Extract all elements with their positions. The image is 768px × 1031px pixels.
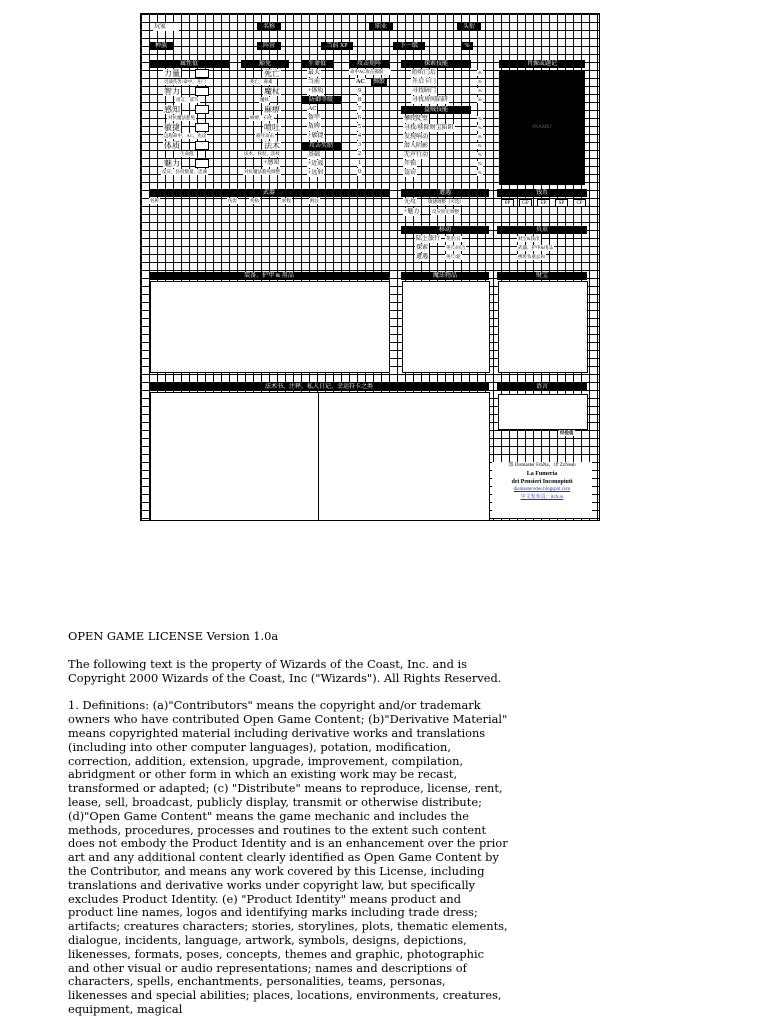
- thief-skill: 无声行动: [404, 152, 429, 158]
- attr-str-box[interactable]: [195, 69, 209, 78]
- license-definitions: 1. Definitions: (a)"Contributors" means the copyright and/or trademark owners who have contributed Open Game Content; (b)"Derivative Material" means copyrighted material including derivative works and translations (including into other computer languages), potation, modification, correction, addition, extension, upgrade, improvement, compilation, abridgment or other form in which an existing work may be recast, transformed or adapted; (c) "Distribute" means to reproduce, license, rent, lease, sell, broadcast, publicly display, transmit or otherwise distribute; (d)"Open Game Content" means the game mechanic and includes the methods, procedures, processes and routines to the extent such content does not embody the Product Identity and is an enhancement over the prior art and any additional content clearly identified as Open Game Content by the Contributor, and means any work covered by this License, including translations and derivative works under copyright law, but specifically excludes Product Identity. (e) "Product Identity" means product and product line names, logos and identifying marks including trade dress; artifacts; creatures characters; stories, storylines, plots, thematic elements, dialogue, incidents, language, artwork, symbols, designs, depictions, likenesses, formats, poses, concepts, themes and graphic, photographic and other visual or audio representations; names and descriptions of characters, spells, enchantments, personalities, teams, personas, likenesses and special abilities; places, locations, environments, creatures, equipment, magical: [68, 698, 508, 1016]
- credits-link-itch[interactable]: 中文发布页：itch.io: [520, 495, 564, 500]
- equipment-header: 装备、护甲 & 用品: [149, 272, 389, 280]
- matrix-sub: 命中AC攻击掷骰: [349, 69, 391, 75]
- languages-header: 语言: [497, 383, 587, 391]
- attack-melee: +近战: [308, 161, 324, 167]
- treasure-area[interactable]: [498, 281, 588, 373]
- matrix-ac-value: 8: [358, 97, 361, 103]
- thief-skill: 发现响动: [404, 134, 429, 140]
- matrix-header: 攻击矩阵: [349, 60, 389, 68]
- thief-skill-value: %: [478, 161, 482, 166]
- explore-skill: 聆听门后: [412, 70, 437, 76]
- save-breath: 喷吐: [264, 123, 280, 132]
- explore-skill: 寻找暗门: [412, 88, 437, 94]
- initiative-cha-note: 反应检定调整: [432, 209, 459, 214]
- coin-sp: SP: [555, 199, 568, 207]
- explore-skill-value: /6: [478, 88, 482, 93]
- alignment-label: 阵营: [257, 42, 281, 50]
- movement-item: 遭遇: [416, 254, 429, 260]
- thief-skill-value: %: [478, 143, 482, 148]
- matrix-ac-value: 3: [358, 142, 361, 148]
- matrix-ac-value: 1: [358, 160, 361, 166]
- encumbrance-header: 负重: [497, 226, 587, 234]
- thief-skill: 寻找/移除财宝陷阱: [404, 125, 454, 131]
- save-breath-note: 喷吐攻击: [256, 133, 274, 138]
- movement-unit: 英尺/回合: [446, 245, 466, 250]
- thief-skill: 攀爬陡壁: [404, 116, 429, 122]
- attr-wis-note: 对抗魔法豁免: [168, 115, 195, 120]
- thief-skill-value: %: [478, 125, 482, 130]
- equipment-area[interactable]: [150, 281, 390, 373]
- credits-line1: 图 Dismaster FraNa，译 ZzNeah: [508, 463, 576, 468]
- weapons-header: 武器: [149, 189, 389, 197]
- hp-bonus: +体质: [308, 88, 324, 94]
- attr-cha: 魅力: [164, 159, 180, 168]
- coin-gp: GP: [519, 199, 532, 207]
- name-label: 名称: [257, 23, 281, 31]
- ac-label: AC: [308, 106, 317, 112]
- matrix-ac-value: 2: [358, 151, 361, 157]
- attack-base: 基础: [308, 152, 321, 158]
- thief-skill-value: %: [478, 152, 482, 157]
- next-level-label: 下一级: [393, 42, 425, 50]
- thief-header: 盗贼技能: [401, 106, 471, 114]
- class-label: 职业: [369, 23, 393, 31]
- magic-items-area[interactable]: [402, 281, 490, 373]
- matrix-ac-value: 5: [358, 124, 361, 130]
- save-wands: 魔杖: [264, 87, 280, 96]
- save-spells-note: 法术，权杖，法杖: [244, 151, 280, 156]
- weapons-col-damage: 伤害: [228, 198, 237, 203]
- coins-row: [497, 199, 587, 207]
- attr-str-note: 近战伤害/命中，开门: [164, 79, 206, 84]
- thief-skill-value: %: [478, 170, 482, 175]
- thief-skill-value: %: [478, 116, 482, 121]
- attr-con: 体质: [164, 141, 180, 150]
- hp-header: 生命值: [301, 60, 333, 68]
- movement-item: 探索: [416, 245, 429, 251]
- matrix-ac-value: 0: [358, 169, 361, 175]
- explore-header: 探索技能: [401, 60, 471, 68]
- attr-con-box[interactable]: [195, 141, 209, 150]
- attr-int-box[interactable]: [195, 87, 209, 96]
- hp-current: 当前: [308, 79, 321, 85]
- attr-cha-box[interactable]: [195, 159, 209, 168]
- encumbrance-item: 武器、护甲&用品: [518, 245, 553, 250]
- attr-cha-note: 反应，仆役数量，忠诚: [162, 169, 207, 174]
- save-wis-bonus: +感知: [264, 160, 280, 166]
- current-xp-label: 当前 XP: [321, 42, 353, 50]
- explore-skill: 寻找房间陷阱: [412, 97, 449, 103]
- movement-header: 移动: [401, 226, 489, 234]
- initiative-cha: +魅力: [404, 209, 420, 215]
- saves-header: 豁免: [241, 60, 289, 68]
- ac-bonus: +敏捷: [308, 133, 324, 139]
- attack-header: 攻击奖励: [301, 142, 341, 150]
- attack-ranged: +远射: [308, 170, 324, 176]
- ac-shield: 盾牌: [308, 124, 321, 130]
- save-paralysis: 麻痹: [264, 105, 280, 114]
- encumbrance-item: 财宝&钱币: [518, 236, 540, 241]
- matrix-ac-value: 6: [358, 115, 361, 121]
- matrix-col-roll: 掷骰: [372, 79, 385, 85]
- languages-area[interactable]: [498, 394, 588, 430]
- percent-label: %: [461, 42, 473, 50]
- notes-area-left[interactable]: [150, 392, 320, 521]
- player-label: 玩家: [153, 23, 179, 31]
- attr-dex-note: 远程命中，AC，先攻: [164, 133, 207, 138]
- ac-header: 防御等级: [301, 96, 341, 104]
- weapons-col-name: 名称: [150, 198, 159, 203]
- save-death-note: 死亡，毒素: [250, 79, 273, 84]
- thief-skill-value: /6: [478, 134, 482, 139]
- attr-int: 智力: [164, 87, 180, 96]
- attr-str: 力量: [164, 69, 180, 78]
- attr-con-note: 生命值: [180, 151, 194, 156]
- magic-items-header: 魔法物品: [401, 272, 489, 280]
- initiative-note: 敏捷调整（可选）: [428, 199, 464, 204]
- coin-ep: EP: [537, 199, 550, 207]
- credits-line3: dei Pensieri Inconopiuti: [511, 479, 573, 485]
- encumbrance-item: 携带负重总和: [518, 254, 545, 259]
- save-paralysis-note: 麻痹，石化: [250, 115, 273, 120]
- ac-armor: 盔甲: [308, 115, 321, 121]
- weapons-col-range: 射程: [282, 198, 291, 203]
- save-wands-note: 魔杖: [260, 97, 269, 102]
- movement-item: 陆上旅行: [416, 236, 441, 242]
- notes-area-right[interactable]: [318, 392, 490, 521]
- save-death: 死亡: [264, 69, 280, 78]
- matrix-col-ac: AC: [356, 79, 365, 85]
- hp-max: 最大: [308, 70, 321, 76]
- movement-unit: 英里/日: [446, 236, 461, 241]
- matrix-ac-value: 4: [358, 133, 361, 139]
- initiative-first: 先攻: [404, 199, 417, 205]
- explore-skill-value: /6: [478, 79, 482, 84]
- attr-dex-box[interactable]: [195, 123, 209, 132]
- coins-header: 钱币: [497, 189, 587, 197]
- license-intro: The following text is the property of Wizards of the Coast, Inc. and is Copyright 2000 Wizards of the Coast, Inc ("Wizards"). All Rights Reserved.: [68, 656, 502, 685]
- explore-skill-value: /6: [478, 97, 482, 102]
- thief-skill: 盗窃: [404, 170, 417, 176]
- attr-int-note: 语言，读写: [176, 97, 199, 102]
- initiative-header: 遭遇: [401, 189, 489, 197]
- attr-dex: 敏捷: [164, 123, 180, 132]
- saves-list: [241, 69, 297, 181]
- level-label: 头衔: [457, 23, 481, 31]
- thief-skill: 潜入阴影: [404, 143, 429, 149]
- character-sheet: [140, 13, 600, 521]
- attr-wis: 感知: [164, 105, 180, 114]
- thief-skill: 开锁: [404, 161, 417, 167]
- notes-header: 法术书、注释、私人日记、幸运符卡之类: [149, 383, 489, 391]
- attr-wis-box[interactable]: [195, 105, 209, 114]
- weapons-col-bonus: 奖励: [250, 198, 259, 203]
- save-spells: 法术: [264, 141, 280, 150]
- matrix-ac-value: 7: [358, 106, 361, 112]
- credits-link-blog[interactable]: dismasterodes.blogspot.com: [513, 487, 571, 492]
- matrix-ac-value: 9: [358, 88, 361, 94]
- attributes-list: [149, 69, 229, 181]
- explore-skill-value: /6: [478, 70, 482, 75]
- license-title: OPEN GAME LICENSE Version 1.0a: [68, 629, 279, 643]
- save-wis-note: 对抗魔法豁免调整: [244, 169, 280, 174]
- xp-label: 经验值: [560, 430, 574, 435]
- credits-line2: La Fumeria: [526, 471, 558, 477]
- attributes-header: 属性值: [149, 60, 229, 68]
- coin-cp: CP: [573, 199, 586, 207]
- treasure-header: 财宝: [497, 272, 587, 280]
- race-label: 种族: [149, 42, 173, 50]
- explore-skill: 开启卡门: [412, 79, 437, 85]
- coin-pp: PP: [501, 199, 514, 207]
- movement-unit: 英尺/轮: [446, 254, 461, 259]
- portrait-area[interactable]: #NAME?: [499, 71, 585, 185]
- credits-block: [492, 462, 592, 518]
- license-text: [68, 630, 508, 1031]
- weapons-col-notes: 附注: [310, 198, 319, 203]
- portrait-header: 肖像或题记: [499, 60, 585, 68]
